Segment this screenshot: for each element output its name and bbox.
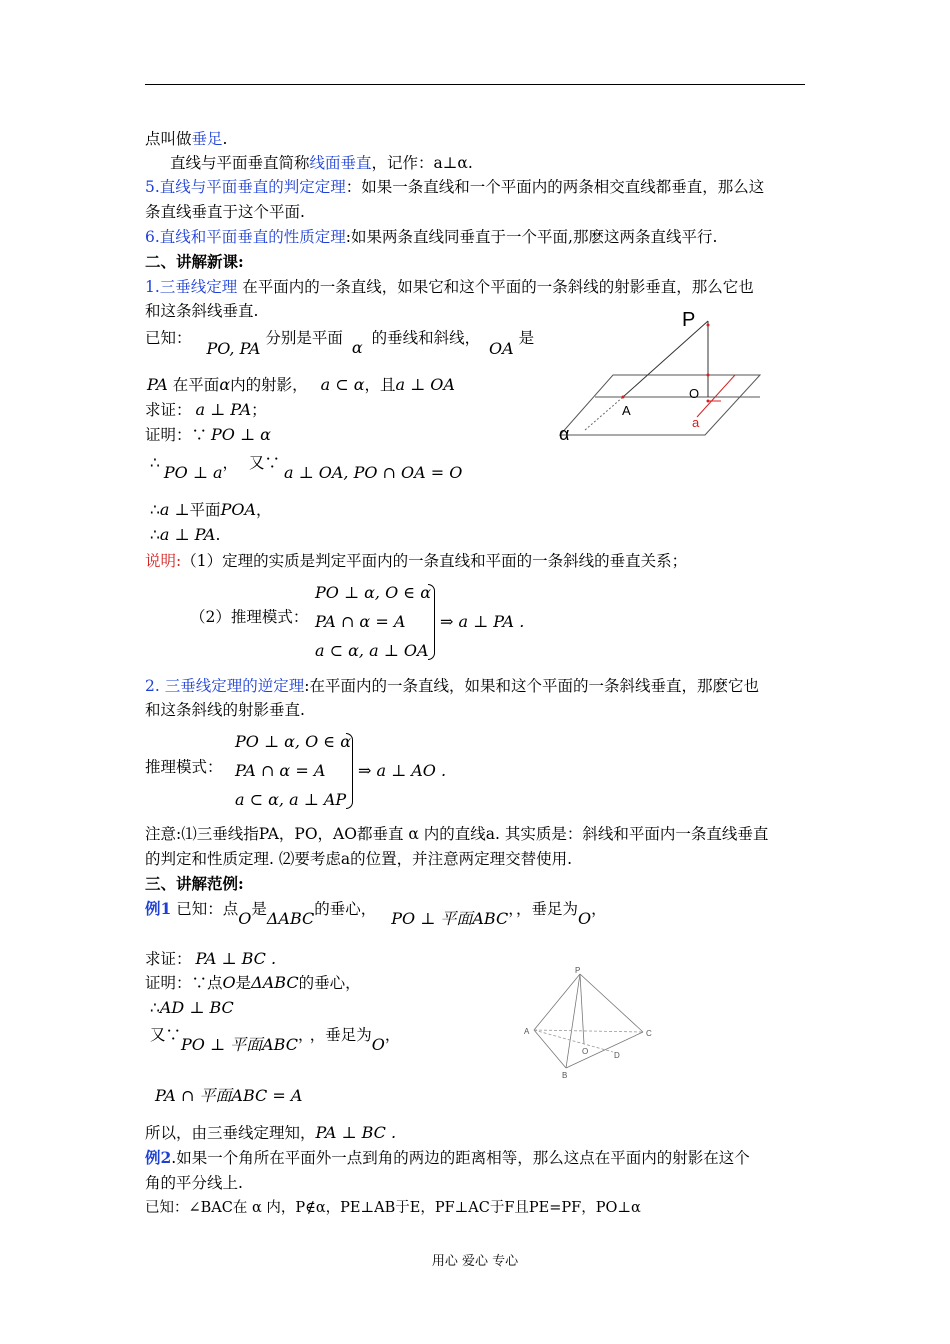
text-line: 说明:（1）定理的实质是判定平面内的一条直线和平面的一条斜线的垂直关系；	[145, 552, 688, 570]
text-line: 6.直线和平面垂直的性质定理:如果两条直线同垂直于一个平面,那麽这两条直线平行.	[145, 228, 718, 246]
text-line: 又∵PO ⊥ 平面ABC， ，垂足为O，	[150, 1026, 401, 1054]
text-line: ∴a ⊥平面POA，	[150, 500, 272, 519]
text-line: 和这条斜线的射影垂直.	[145, 701, 305, 719]
formula-line: PO ⊥ α, O ∈ α	[235, 732, 352, 751]
text-line: 角的平分线上.	[145, 1174, 243, 1192]
section-heading: 三、讲解范例:	[145, 874, 244, 893]
text-line: 例2.如果一个角所在平面外一点到角的两边的距离相等，那么这点在平面内的射影在这个	[145, 1148, 750, 1167]
text-line: 注意:⑴三垂线指PA，PO，AO都垂直 α 内的直线a. 其实质是：斜线和平面内一条直线垂直	[145, 825, 769, 843]
label-o: O	[689, 386, 700, 401]
text-line: ∴a ⊥ PA.	[150, 525, 221, 544]
text-line: 的判定和性质定理. ⑵要考虑a的位置，并注意两定理交替使用.	[145, 850, 573, 868]
label-b: B	[562, 1071, 568, 1080]
formula-line: PO ⊥ α, O ∈ α	[315, 583, 432, 602]
three-perpendiculars-figure	[555, 305, 770, 455]
text-line: 1.三垂线定理 在平面内的一条直线，如果它和这个平面的一条斜线的射影垂直，那么它也	[145, 278, 754, 296]
text-line: 推理模式：	[145, 758, 223, 776]
formula-line: a ⊂ α, a ⊥ OA	[315, 641, 429, 660]
pyramid-figure	[518, 962, 658, 1082]
text-line: 5.直线与平面垂直的判定定理：如果一条直线和一个平面内的两条相交直线都垂直，那么这	[145, 178, 765, 196]
formula-line: ⇒ a ⊥ AO .	[358, 761, 447, 780]
formula-line: PA ∩ α = A	[315, 612, 406, 631]
brace	[346, 733, 353, 809]
formula-line: PA ∩ 平面ABC = A	[155, 1086, 303, 1105]
brace	[428, 584, 435, 660]
formula-line: ⇒ a ⊥ PA .	[440, 612, 525, 631]
formula-line: a ⊂ α, a ⊥ AP	[235, 790, 347, 809]
formula-line: PA ∩ α = A	[235, 761, 326, 780]
text-line: 已知：∠BAC在 α 内，P∉α，PE⊥AB于E，PF⊥AC于F且PE=PF，PO⊥α	[145, 1200, 641, 1216]
header-rule	[145, 84, 805, 85]
text-line: 求证： PA ⊥ BC .	[145, 949, 277, 968]
label-o: O	[582, 1047, 589, 1056]
label-a: A	[622, 403, 631, 418]
text-line: ∴ PO ⊥ a， 又∵ a ⊥ OA, PO ∩ OA = O	[150, 454, 463, 482]
label-a-line: a	[692, 415, 700, 430]
text-line: 证明：∵ PO ⊥ α	[145, 425, 271, 444]
text-line: 已知： PO, PA 分别是平面 α 的垂线和斜线， OA 是	[145, 329, 535, 358]
label-c: C	[646, 1029, 652, 1038]
page-footer: 用心 爱心 专心	[431, 1254, 519, 1269]
text-line: 条直线垂直于这个平面.	[145, 203, 305, 221]
text-line: （2）推理模式：	[190, 608, 309, 626]
text-line: 所以，由三垂线定理知，PA ⊥ BC .	[145, 1123, 397, 1142]
label-a: A	[524, 1027, 530, 1036]
label-alpha: α	[559, 424, 570, 444]
text-line: ∴AD ⊥ BC	[150, 998, 234, 1017]
text-line: 直线与平面垂直简称线面垂直，记作：a⊥α.	[170, 154, 473, 172]
text-line: 求证： a ⊥ PA；	[145, 400, 267, 419]
label-d: D	[614, 1051, 620, 1060]
text-line: 点叫做垂足.	[145, 130, 228, 148]
text-line: PA 在平面α内的射影， a ⊂ α，且a ⊥ OA	[147, 375, 455, 394]
text-line: 和这条斜线垂直.	[145, 302, 259, 320]
text-line: 例1 已知：点O是ΔABC的垂心， PO ⊥ 平面ABC，，垂足为O，	[145, 899, 607, 928]
text-line: 证明：∵点O是ΔABC的垂心，	[145, 973, 361, 992]
text-line: 2. 三垂线定理的逆定理:在平面内的一条直线，如果和这个平面的一条斜线垂直，那麽它也	[145, 677, 759, 695]
label-p: P	[682, 309, 696, 331]
label-p: P	[575, 966, 581, 975]
section-heading: 二、讲解新课:	[145, 252, 244, 271]
